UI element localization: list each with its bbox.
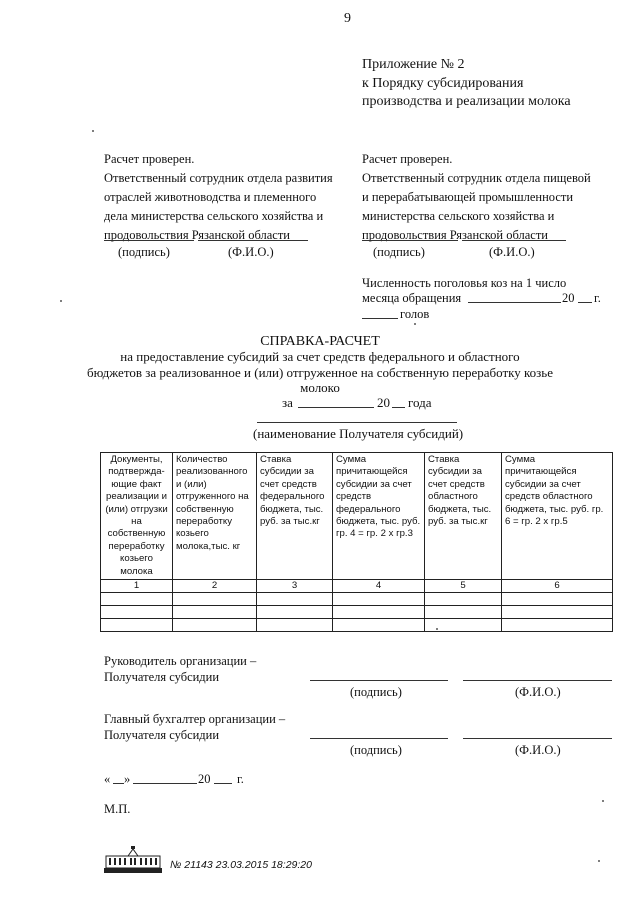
- table-cell[interactable]: [101, 619, 173, 632]
- accountant-signature-line[interactable]: [310, 738, 448, 739]
- building-logo-icon: [104, 846, 162, 874]
- goat-month-line[interactable]: [468, 302, 561, 303]
- table-cell[interactable]: [257, 606, 333, 619]
- page-number: 9: [344, 11, 351, 26]
- table-number-row: [101, 580, 613, 593]
- table-row: [101, 593, 613, 606]
- scan-speck: [436, 628, 438, 630]
- title-line-1: на предоставление субсидий за счет средств федерального и областного: [120, 349, 520, 364]
- footer-doc-number: № 21143 23.03.2015 18:29:20: [170, 859, 312, 871]
- stamp-place-label: М.П.: [104, 802, 131, 816]
- recipient-label: (наименование Получателя субсидий): [253, 426, 464, 441]
- table-cell[interactable]: [173, 619, 257, 632]
- date-day-line[interactable]: [113, 783, 124, 784]
- head-signature-label: (подпись): [350, 685, 402, 699]
- table-cell[interactable]: [425, 619, 502, 632]
- scan-speck: [602, 800, 604, 802]
- subsidy-table: [100, 452, 613, 632]
- table-row: [101, 619, 613, 632]
- right-line-1: Ответственный сотрудник отдела пищевой: [362, 171, 591, 185]
- scan-speck: [414, 323, 416, 325]
- period-suffix: года: [408, 395, 432, 410]
- period-year-line[interactable]: [392, 407, 405, 408]
- goat-count-line-2: месяца обращения: [362, 291, 462, 305]
- column-number: 5: [425, 580, 502, 593]
- left-name-label: (Ф.И.О.): [228, 245, 274, 259]
- accountant-name-label: (Ф.И.О.): [515, 743, 561, 757]
- head-line-1: Руководитель организации –: [104, 654, 257, 668]
- scan-speck: [598, 860, 600, 862]
- column-number: 6: [502, 580, 613, 593]
- date-close-quote: »: [124, 772, 131, 786]
- head-name-label: (Ф.И.О.): [515, 685, 561, 699]
- head-line-2: Получателя субсидии: [104, 670, 220, 684]
- left-line-1: Ответственный сотрудник отдела развития: [104, 171, 333, 185]
- table-cell[interactable]: [257, 619, 333, 632]
- goat-count-suffix: голов: [400, 307, 430, 321]
- appendix-line-2: к Порядку субсидирования: [362, 75, 524, 91]
- column-number: 4: [333, 580, 425, 593]
- table-cell[interactable]: [333, 619, 425, 632]
- date-year-line[interactable]: [214, 783, 232, 784]
- table-cell[interactable]: [333, 606, 425, 619]
- right-line-4: продовольствия Рязанской области: [362, 228, 548, 242]
- period-year: 20: [377, 395, 390, 410]
- table-header-cell: Сумма причитающейся субсидии за счет средств федерального бюджета, тыс. руб. гр. 4 = гр. 2 х гр.3: [333, 453, 425, 580]
- goat-year-line[interactable]: [578, 302, 592, 303]
- goat-year-suffix: г.: [594, 291, 601, 305]
- accountant-line-2: Получателя субсидии: [104, 728, 220, 742]
- goat-year-prefix: 20: [562, 291, 575, 305]
- left-signature-label: (подпись): [118, 245, 170, 259]
- date-year-prefix: 20: [198, 772, 211, 786]
- scan-speck: [60, 300, 62, 302]
- left-line-3: дела министерства сельского хозяйства и: [104, 209, 324, 223]
- accountant-name-line[interactable]: [463, 738, 612, 739]
- title-subtitle: [0, 349, 640, 396]
- scan-speck: [92, 130, 94, 132]
- right-signature-line[interactable]: [362, 240, 458, 241]
- head-name-line[interactable]: [463, 680, 612, 681]
- left-checked-label: Расчет проверен.: [104, 152, 195, 166]
- goat-count-line[interactable]: [362, 318, 398, 319]
- table-cell[interactable]: [101, 606, 173, 619]
- table-cell[interactable]: [425, 593, 502, 606]
- left-line-4: продовольствия Рязанской области: [104, 228, 290, 242]
- table-cell[interactable]: [502, 619, 613, 632]
- government-building-logo: [104, 846, 162, 874]
- period-prefix: за: [282, 395, 293, 410]
- title-line-3: молоко: [300, 380, 340, 395]
- appendix-line-3: производства и реализации молока: [362, 94, 571, 109]
- right-name-line[interactable]: [462, 240, 566, 241]
- left-name-line[interactable]: [198, 240, 308, 241]
- period-line[interactable]: [298, 407, 374, 408]
- accountant-signature-label: (подпись): [350, 743, 402, 757]
- head-signature-line[interactable]: [310, 680, 448, 681]
- table-cell[interactable]: [173, 593, 257, 606]
- left-line-2: отраслей животноводства и племенного: [104, 190, 317, 204]
- right-verification-block: [362, 150, 622, 245]
- table-header-row: [101, 453, 613, 580]
- table-cell[interactable]: [502, 593, 613, 606]
- accountant-line-1: Главный бухгалтер организации –: [104, 712, 286, 726]
- date-suffix: г.: [237, 772, 244, 786]
- table-cell[interactable]: [333, 593, 425, 606]
- column-number: 3: [257, 580, 333, 593]
- left-verification-block: [104, 150, 354, 245]
- table-cell[interactable]: [425, 606, 502, 619]
- table-cell[interactable]: [101, 593, 173, 606]
- date-open-quote: «: [104, 772, 111, 786]
- date-month-line[interactable]: [133, 783, 197, 784]
- table-cell[interactable]: [502, 606, 613, 619]
- table-row: [101, 606, 613, 619]
- recipient-name-line[interactable]: [257, 422, 457, 423]
- table-header-cell: Ставка субсидии за счет средств федерального бюджета, тыс. руб. за тыс.кг: [257, 453, 333, 580]
- appendix-line-1: Приложение № 2: [362, 57, 465, 72]
- table-header-cell: Документы, подтвержда- ющие факт реализации и (или) отгрузки на собственную переработку козьего молока: [101, 453, 173, 580]
- document-title: СПРАВКА-РАСЧЕТ: [260, 334, 380, 349]
- column-number: 2: [173, 580, 257, 593]
- table-header-cell: Ставка субсидии за счет средств областного бюджета, тыс. руб. за тыс.кг: [425, 453, 502, 580]
- right-name-label: (Ф.И.О.): [489, 245, 535, 259]
- table-cell[interactable]: [173, 606, 257, 619]
- left-signature-line[interactable]: [104, 240, 194, 241]
- table-cell[interactable]: [257, 593, 333, 606]
- right-checked-label: Расчет проверен.: [362, 152, 453, 166]
- title-line-2: бюджетов за реализованное и (или) отгруженное на собственную переработку козье: [86, 364, 554, 380]
- table-header-cell: Количество реализованного и (или) отгруженного на собственную переработку козьего молока,тыс. кг: [173, 453, 257, 580]
- table-header-cell: Сумма причитающейся субсидии за счет средств областного бюджета, тыс. руб. гр. 6 = гр. 2 х гр.5: [502, 453, 613, 580]
- appendix-header: [362, 56, 571, 112]
- column-number: 1: [101, 580, 173, 593]
- right-signature-label: (подпись): [373, 245, 425, 259]
- goat-count-line-1: Численность поголовья коз на 1 число: [362, 276, 567, 290]
- right-line-3: министерства сельского хозяйства и: [362, 209, 555, 223]
- right-line-2: и перерабатывающей промышленности: [362, 190, 574, 204]
